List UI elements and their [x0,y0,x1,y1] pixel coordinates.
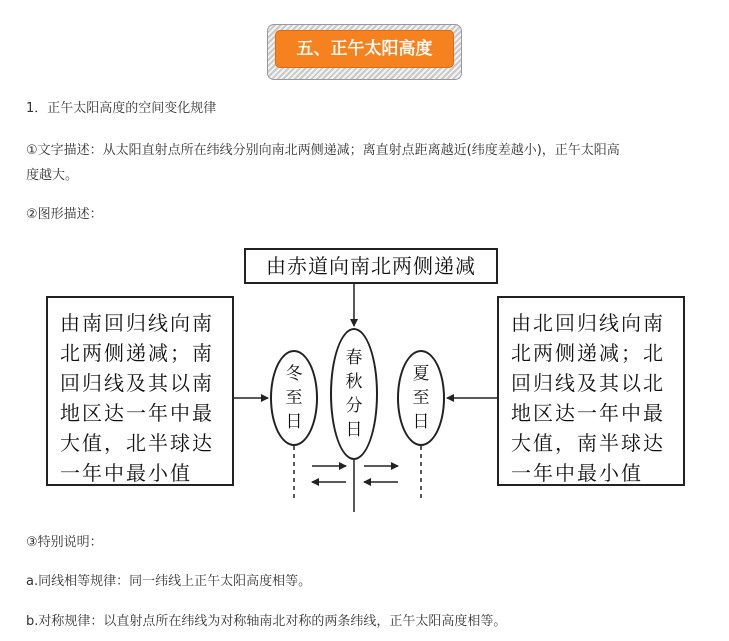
left-box-line: 回归线及其以南 [60,371,214,395]
winter-char: 冬 [285,364,303,384]
section-title-banner: 五、正午太阳高度 [275,30,454,68]
symmetry-rule: b.对称规律：以直射点所在纬线为对称轴南北对称的两条纬线，正午太阳高度相等。 [26,614,507,629]
right-box-line: 由北回归线向南 [511,311,665,335]
right-box-line: 一年中最小值 [511,461,643,485]
winter-char: 日 [285,412,303,432]
equinox-char: 春 [345,348,363,368]
special-notes-label: ③特别说明： [26,535,103,550]
equinox-char: 秋 [345,372,363,392]
equinox-oval [330,328,378,460]
left-box-line: 北两侧递减；南 [60,341,214,365]
equinox-char: 日 [345,420,363,440]
left-box-line: 大值，北半球达 [60,431,214,455]
diagram-left-box [46,296,234,486]
left-box-line: 由南回归线向南 [60,311,214,335]
summer-char: 至 [412,388,430,408]
left-box-line: 地区达一年中最 [60,401,214,425]
same-latitude-rule: a.同线相等规律：同一纬线上正午太阳高度相等。 [26,574,312,589]
heading-spatial-pattern: 1．正午太阳高度的空间变化规律 [26,101,217,116]
left-box-line: 一年中最小值 [60,461,192,485]
equinox-char: 分 [345,396,363,416]
right-box-line: 地区达一年中最 [511,401,665,425]
winter-solstice-oval [270,350,318,446]
figure-description-label: ②图形描述： [26,207,103,222]
text-description-line2: 度越大。 [26,168,79,183]
right-box-line: 回归线及其以北 [511,371,665,395]
diagram-right-box [497,296,685,486]
right-box-line: 大值，南半球达 [511,431,665,455]
diagram-top-box: 由赤道向南北两侧递减 [244,248,498,284]
summer-char: 日 [412,412,430,432]
summer-solstice-oval [397,350,445,446]
right-box-line: 北两侧递减；北 [511,341,665,365]
summer-char: 夏 [412,364,430,384]
winter-char: 至 [285,388,303,408]
text-description-line1: ①文字描述：从太阳直射点所在纬线分别向南北两侧递减；离直射点距离越近(纬度差越小)，正午太阳高 [26,143,620,158]
